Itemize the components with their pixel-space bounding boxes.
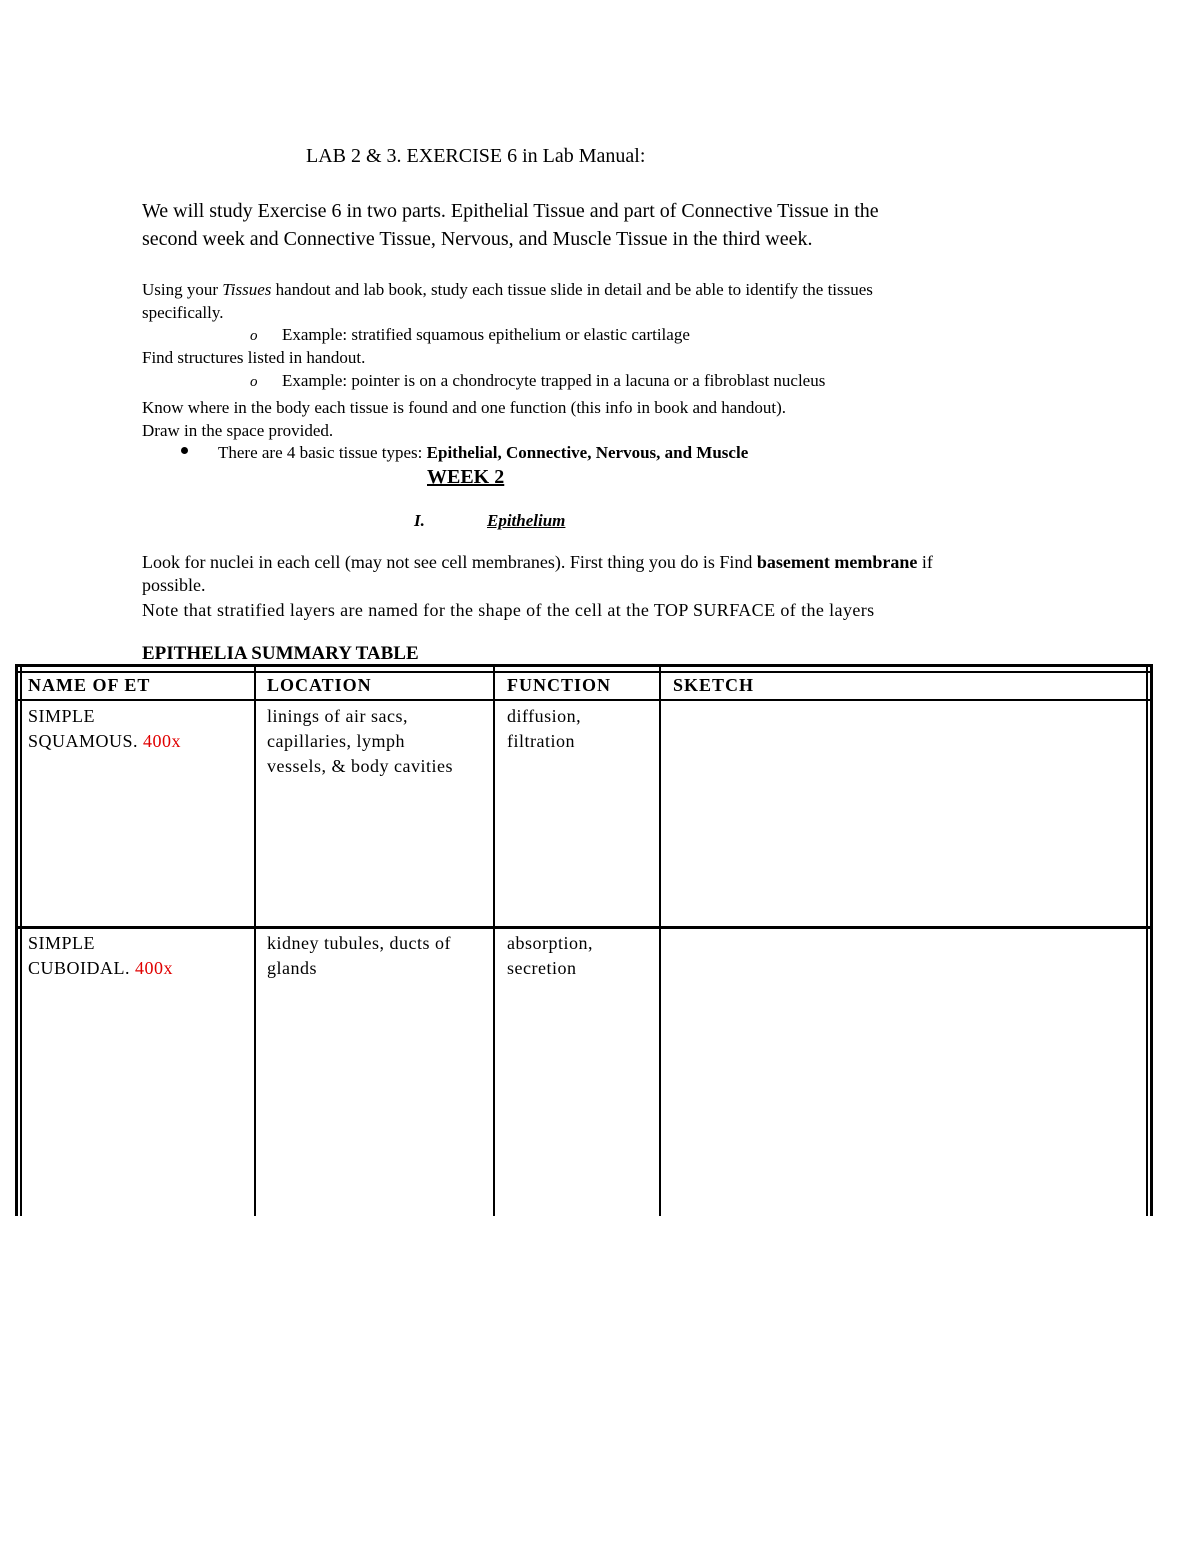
instructions-using-line2: specifically. [142, 303, 224, 322]
instructions-using: Using your Tissues handout and lab book, study each tissue slide in detail and be able to identify the tissues [142, 280, 873, 299]
header-function: FUNCTION [507, 675, 612, 695]
section-number: I. [414, 511, 425, 530]
column-divider [493, 667, 495, 1216]
header-top-rule [18, 671, 1150, 673]
stratified-note: Note that stratified layers are named for the shape of the cell at the TOP SURFACE of the layers [142, 600, 875, 620]
table-row-2-location: kidney tubules, ducts of glands [267, 933, 451, 978]
table-title: EPITHELIA SUMMARY TABLE [142, 643, 419, 664]
header-bottom-rule [18, 699, 1150, 701]
magnification-label: 400x [143, 731, 182, 751]
nuclei-note: Look for nuclei in each cell (may not see cell membranes). First thing you do is Find basement membrane if [142, 552, 933, 572]
find-structures: Find structures listed in handout. [142, 348, 366, 367]
intro-line-1: We will study Exercise 6 in two parts. Epithelial Tissue and part of Connective Tissue in the [142, 200, 879, 222]
header-sketch: SKETCH [673, 675, 755, 695]
tissue-types-list: Epithelial, Connective, Nervous, and Muscle [426, 443, 749, 462]
table-row-1-name: SIMPLE SQUAMOUS. 400x [28, 706, 182, 751]
know-where: Know where in the body each tissue is found and one function (this info in book and handout). [142, 398, 786, 417]
draw-instruction: Draw in the space provided. [142, 421, 334, 440]
table-row-1-function: diffusion, filtration [507, 706, 582, 751]
intro-line-2: second week and Connective Tissue, Nervous, and Muscle Tissue in the third week. [142, 228, 813, 250]
header-name-of-et: NAME OF ET [28, 675, 151, 695]
page-title: LAB 2 & 3. EXERCISE 6 in Lab Manual: [306, 145, 646, 167]
table-row-2-name: SIMPLE CUBOIDAL. 400x [28, 933, 173, 978]
column-divider [659, 667, 661, 1216]
tissues-handout-name: Tissues [222, 280, 272, 299]
nuclei-note-line2: possible. [142, 575, 206, 595]
example-2: Example: pointer is on a chondrocyte trapped in a lacuna or a fibroblast nucleus [282, 371, 826, 390]
sub-bullet-marker: o [250, 374, 258, 390]
example-1: Example: stratified squamous epithelium or elastic cartilage [282, 325, 690, 344]
header-location: LOCATION [267, 675, 372, 695]
inner-left-rule [20, 667, 22, 1216]
table-row-2-function: absorption, secretion [507, 933, 593, 978]
magnification-label: 400x [135, 958, 173, 978]
tissue-types-bullet: There are 4 basic tissue types: Epithelial, Connective, Nervous, and Muscle [218, 443, 749, 462]
inner-right-rule [1146, 667, 1148, 1216]
column-divider [254, 667, 256, 1216]
epithelia-summary-table [15, 664, 1153, 1216]
sub-bullet-marker: o [250, 328, 258, 344]
bullet-icon [181, 447, 188, 454]
week-heading: WEEK 2 [427, 466, 505, 488]
section-name: Epithelium [487, 511, 566, 530]
row-divider [18, 926, 1150, 929]
table-row-1-location: linings of air sacs, capillaries, lymph vessels, & body cavities [267, 706, 453, 776]
basement-membrane-term: basement membrane [756, 552, 918, 572]
intro-paragraph [142, 197, 1042, 253]
